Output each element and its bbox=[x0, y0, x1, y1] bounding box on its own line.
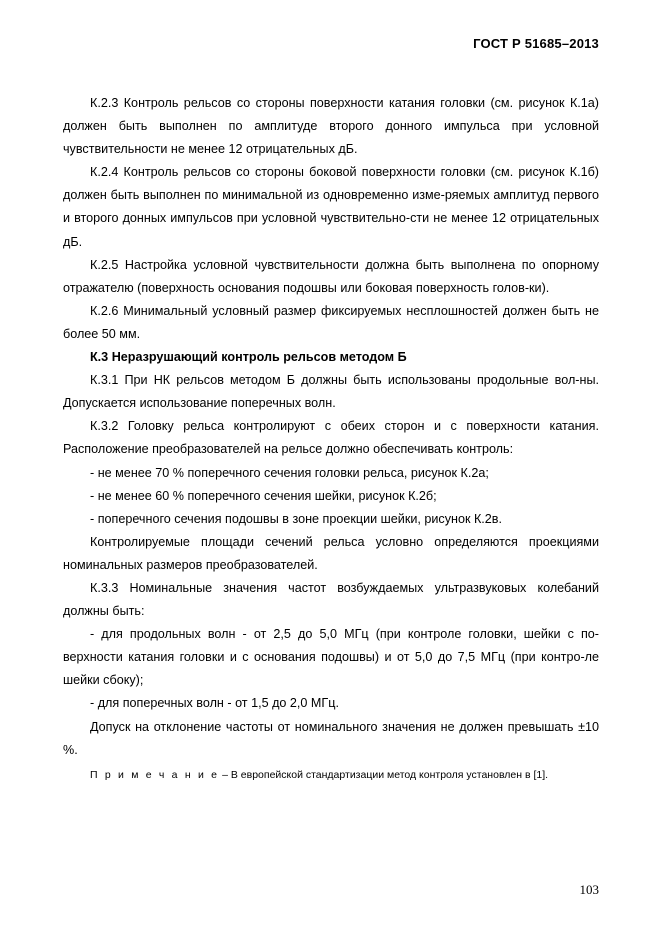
document-header: ГОСТ Р 51685–2013 bbox=[473, 36, 599, 51]
document-body bbox=[63, 92, 599, 784]
list-item: - для поперечных волн - от 1,5 до 2,0 МГц. bbox=[90, 696, 339, 711]
paragraph-k-2-6: К.2.6 Минимальный условный размер фиксируемых несплошностей должен быть не более 50 мм. bbox=[63, 303, 599, 341]
list-item: - не менее 60 % поперечного сечения шейки, рисунок К.2б; bbox=[90, 488, 437, 503]
paragraph-tolerance: Допуск на отклонение частоты от номинального значения не должен превышать ±10 %. bbox=[63, 719, 599, 757]
page-number: 103 bbox=[579, 882, 599, 897]
note bbox=[63, 766, 599, 784]
paragraph-k-3-2: К.3.2 Головку рельса контролируют с обеих сторон и с поверхности катания. Расположение преобразователей на рельсе должно обеспечивать контроль: bbox=[63, 419, 599, 457]
section-heading-k-3: К.3 Неразрушающий контроль рельсов методом Б bbox=[90, 350, 407, 365]
note-label: П р и м е ч а н и е bbox=[90, 768, 220, 781]
list-item: - поперечного сечения подошвы в зоне проекции шейки, рисунок К.2в. bbox=[90, 511, 502, 526]
paragraph-k-3-3: К.3.3 Номинальные значения частот возбуждаемых ультразвуковых колебаний должны быть: bbox=[63, 580, 599, 619]
list-item: - для продольных волн - от 2,5 до 5,0 МГц (при контроле головки, шейки с по-верхности катания головки и с основания подошвы) и от 5,0 до 7,5 МГц (при контро-ле шейки сбоку); bbox=[63, 627, 599, 688]
note-text: – В европейской стандартизации метод контроля установлен в [1]. bbox=[219, 768, 549, 781]
list-item: - не менее 70 % поперечного сечения головки рельса, рисунок К.2а; bbox=[90, 465, 489, 480]
paragraph-projections: Контролируемые площади сечений рельса условно определяются проекциями номинальных размеров преобразователей. bbox=[63, 534, 599, 572]
paragraph-k-2-5: К.2.5 Настройка условной чувствительности должна быть выполнена по опорному отражателю (поверхность основания подошвы или боковая поверхность голов-ки). bbox=[63, 257, 599, 295]
paragraph-k-2-4: К.2.4 Контроль рельсов со стороны боковой поверхности головки (см. рисунок К.1б) должен быть выполнен по минимальной из одновременно изме-ряемых амплитуд первого и второго донных импульсов при условной чувствительно-сти не менее 12 отрицательных дБ. bbox=[63, 165, 599, 249]
paragraph-k-2-3: К.2.3 Контроль рельсов со стороны поверхности катания головки (см. рисунок К.1а) должен быть выполнен по амплитуде второго донного импульса при условной чувствительности не менее 12 отрицательных дБ. bbox=[63, 96, 599, 157]
paragraph-k-3-1: К.3.1 При НК рельсов методом Б должны быть использованы продольные вол-ны. Допускается использование поперечных волн. bbox=[63, 373, 599, 411]
